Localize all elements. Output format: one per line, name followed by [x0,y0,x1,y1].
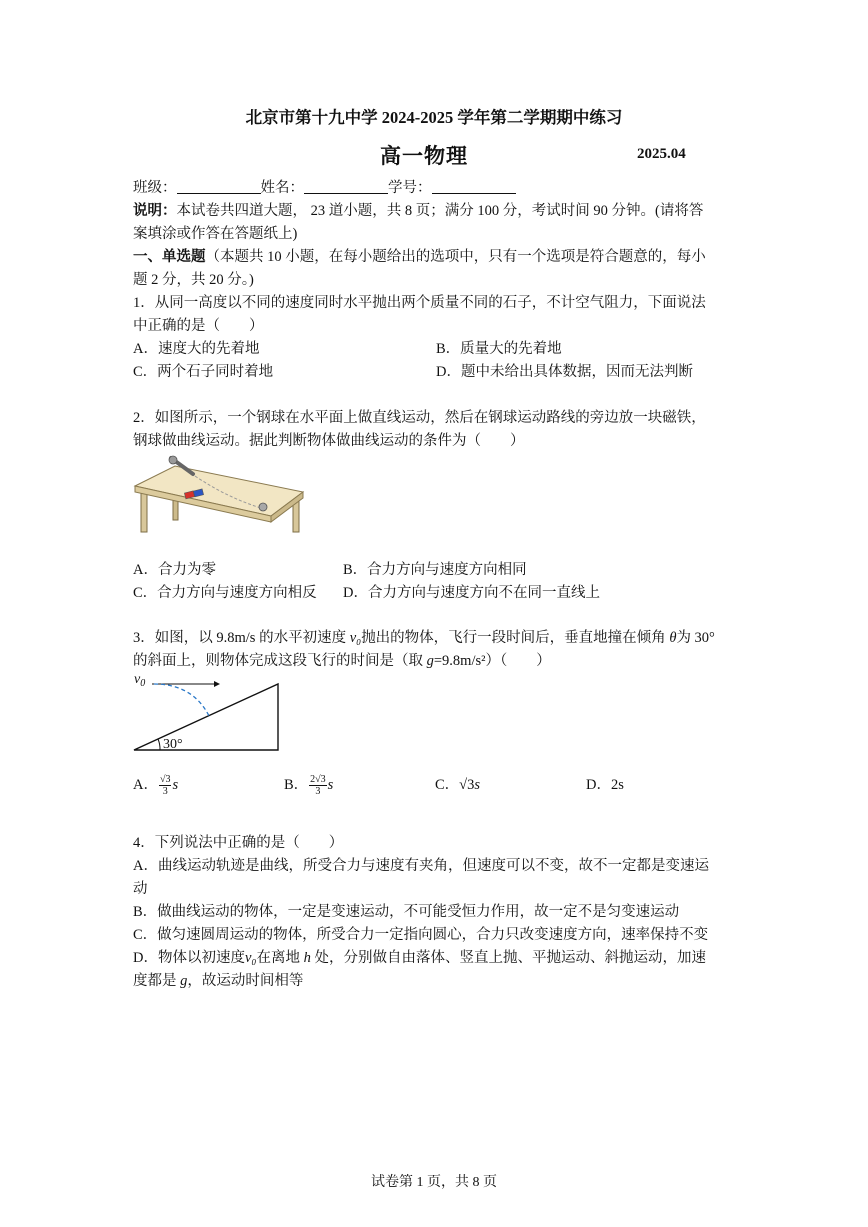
q4-option-d-line-2: 度都是 g，故运动时间相等 [133,973,304,989]
page-footer: 试卷第 1 页，共 8 页 [371,1175,497,1190]
q3-stem-line-2: 的斜面上，则物体完成这段飞行的时间是（取 g=9.8m/s²）（ ） [133,653,551,669]
q1-option-b: B．质量大的先着地 [436,341,562,357]
q4-option-d-line-1: D．物体以初速度v₀在离地 h 处，分别做自由落体、竖直上抛、平抛运动、斜抛运动，加速 [133,950,706,966]
v0-label: $v_0$ [134,672,146,689]
q3-theta-symbol: θ [669,630,677,646]
q1-stem-line-1: 1．从同一高度以不同的速度同时水平抛出两个质量不同的石子，不计空气阻力，下面说法 [133,295,706,311]
q1-option-a: A．速度大的先着地 [133,341,260,357]
q3-option-b-fraction: $\frac{2√3}{3}$ [310,774,326,798]
instructions-line-1: 说明：本试卷共四道大题， 23 道小题，共 8 页；满分 100 分，考试时间 90 分钟。(请将答 [133,203,704,219]
q2-option-c: C．合力方向与速度方向相反 [133,585,317,601]
q1-stem-line-2: 中正确的是（ ） [133,318,264,334]
section1-line-2: 题 2 分，共 20 分。) [133,272,254,288]
trajectory-curve [154,684,210,718]
q3-v0-symbol: v₀ [349,630,362,646]
q3-option-d: D．2s [586,777,624,793]
q2-option-b: B．合力方向与速度方向相同 [343,562,527,578]
section1-label: 一、单选题 [133,249,206,265]
exam-date: 2025.04 [637,146,686,162]
id-label: 学号： [388,180,432,196]
section1-heading: 一、单选题（本题共 10 小题，在每小题给出的选项中，只有一个选项是符合题意的，每小 [133,249,706,265]
q2-option-d: D．合力方向与速度方向不在同一直线上 [343,585,600,601]
class-blank[interactable] [177,179,261,194]
id-blank[interactable] [432,179,516,194]
q2-table-magnet-figure [133,452,305,534]
q3-option-b: B． $\frac{2√3}{3}$ s [284,774,334,798]
q4-option-c: C．做匀速圆周运动的物体，所受合力一定指向圆心，合力只改变速度方向，速率保持不变 [133,927,709,943]
q3-incline-figure [130,670,290,754]
q2-stem-line-1: 2．如图所示，一个钢球在水平面上做直线运动，然后在钢球运动路线的旁边放一块磁铁， [133,410,706,426]
q3-option-a-fraction: $\frac{√3}{3}$ [159,774,171,798]
class-label: 班级： [133,180,177,196]
q2-option-a: A．合力为零 [133,562,216,578]
name-label: 姓名： [260,180,304,196]
q3-option-a: A． $\frac{√3}{3}$ s [133,774,179,798]
q4-option-a-line-1: A．曲线运动轨迹是曲线，所受合力与速度有夹角，但速度可以不变，故不一定都是变速运 [133,858,709,874]
exam-subject: 高一物理 [380,144,468,168]
q4-option-a-line-2: 动 [133,881,148,897]
name-blank[interactable] [304,179,388,194]
q1-option-c: C．两个石子同时着地 [133,364,274,380]
student-info-row [133,176,516,197]
velocity-arrow-icon [214,681,220,687]
q3-g-symbol: g [426,653,434,669]
q2-stem-line-2: 钢球做曲线运动。据此判断物体做曲线运动的条件为（ ） [133,433,525,449]
instructions-label: 说明： [133,203,177,219]
q4-option-b: B．做曲线运动的物体，一定是变速运动，不可能受恒力作用，故一定不是匀变速运动 [133,904,680,920]
exam-title: 北京市第十九中学 2024-2025 学年第二学期期中练习 [245,108,623,127]
q3-stem-line-1: 3．如图，以 9.8m/s 的水平初速度 v₀抛出的物体，飞行一段时间后，垂直地撞在倾角 θ为 30° [133,630,715,646]
instructions-line-2: 案填涂或作答在答题纸上) [133,226,298,242]
q1-option-d: D．题中未给出具体数据，因而无法判断 [436,364,693,380]
q4-stem: 4．下列说法中正确的是（ ） [133,835,344,851]
q3-option-c: C．√3s [435,777,481,793]
angle-label: 30° [163,737,183,752]
incline-triangle [134,684,278,750]
